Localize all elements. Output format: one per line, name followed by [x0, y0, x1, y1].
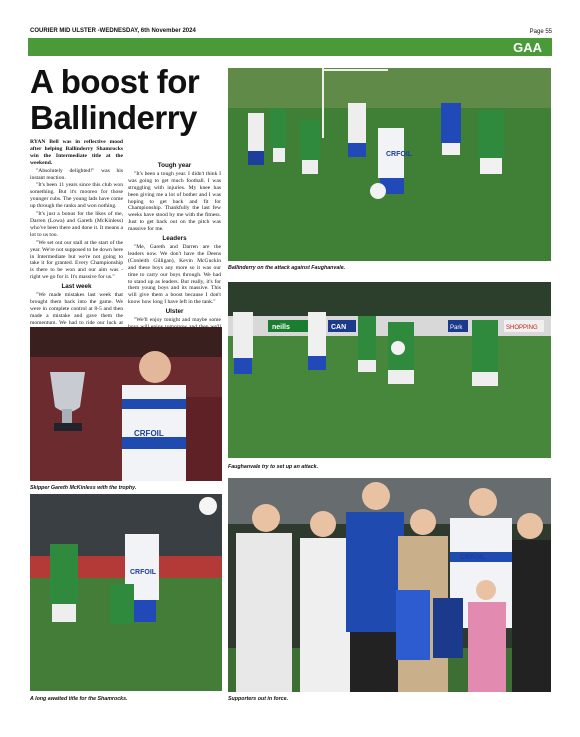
- svg-text:CAN: CAN: [331, 324, 347, 331]
- page-number: Page 55: [529, 29, 552, 35]
- photo-trophy: [30, 327, 222, 481]
- headline: A boost for Ballinderry: [30, 63, 200, 136]
- svg-text:neills: neills: [272, 324, 290, 331]
- subhead: Tough year: [157, 162, 192, 169]
- article-paragraph: "It's been 11 years since this club won something. But it's mooreo for those younger cubs. The young lads have come up through the ranks and won nothing.: [30, 182, 123, 210]
- article-paragraph: "We set out our stall at the start of the year. We're not supposed to be down here in Intermediate but we're not going to take it for granted. Every Championship is there to be won and our aim was - right we go for it. It's massive for us.": [30, 239, 123, 281]
- photo-supporters: [228, 478, 551, 692]
- section-label: GAA: [513, 40, 542, 55]
- article-column-1: [30, 139, 123, 334]
- article-lead: RYAN Bell was in reflective mood after helping Ballinderry Shamrocks win the Intermediate title at the weekend.: [30, 139, 123, 166]
- masthead: [28, 26, 552, 38]
- article-paragraph: "We'll enjoy tonight and maybe some: [134, 317, 221, 324]
- photo-faughanvale: [228, 282, 551, 458]
- svg-text:CRFOIL: CRFOIL: [386, 151, 413, 158]
- article-paragraph: "Absolutely delighted!" was his instant reaction.: [30, 167, 123, 181]
- caption-photo-faughanvale: Faughanvale try to set up an attack.: [228, 464, 319, 470]
- article-paragraph: "It's just a bonus for the likes of me, Darren (Lowa) and Gareth (McKinless) who've been there and done it. It means a lot to us too.: [30, 211, 123, 238]
- article-paragraph: "It's been a tough year. I didn't think I was going to get much football. I was struggling with injuries. My knee has been giving me a lot of bother and I was hoping to get back and fit for Championship. Thankfully the last few weeks have stood by me with the fitness. Just to get back out on the pitch was massive for me.: [128, 170, 221, 233]
- caption-photo-supporters: Supporters out in force.: [228, 696, 289, 702]
- caption-photo-title: A long awaited title for the Shamrocks.: [30, 696, 128, 702]
- svg-text:Park: Park: [450, 325, 463, 331]
- article-paragraph: "Me, Gareth and Darren are the leaders now. We don't have the Deens (Conleith Gilligan), Kevin McGuckin and these boys any more so it was our time to carry our boys through. We had to stand up as leaders. But really, it's for them young boys and its massive. This will give them a boost because I don't know how long I have left in the tank.": [128, 243, 221, 306]
- masthead-title: COURIER MID ULSTER -WEDNESDAY, 6th November 2024: [30, 28, 196, 34]
- subhead: Last week: [61, 283, 92, 291]
- caption-photo-trophy: Skipper Gareth McKinless with the trophy.: [30, 485, 137, 491]
- svg-text:CRFOIL: CRFOIL: [134, 429, 164, 438]
- section-bar: [28, 38, 552, 56]
- article-paragraph: "We made mistakes last week that brought them back into the game. We were in complete control at 8-5 and then made a mistake and gave them the momentum. We had to ride our luck at: [30, 292, 123, 326]
- photo-title: [30, 494, 222, 691]
- subhead: Ulster: [165, 308, 184, 316]
- subhead: Leaders: [162, 235, 187, 243]
- svg-text:CRFOIL: CRFOIL: [460, 554, 487, 561]
- article-column-2: [128, 139, 221, 346]
- svg-text:CRFOIL: CRFOIL: [130, 569, 157, 576]
- photo-attack: [228, 68, 551, 261]
- svg-text:SHOPPING: SHOPPING: [506, 325, 538, 331]
- caption-photo-attack: Ballinderry on the attack against Faughanvale.: [228, 265, 346, 271]
